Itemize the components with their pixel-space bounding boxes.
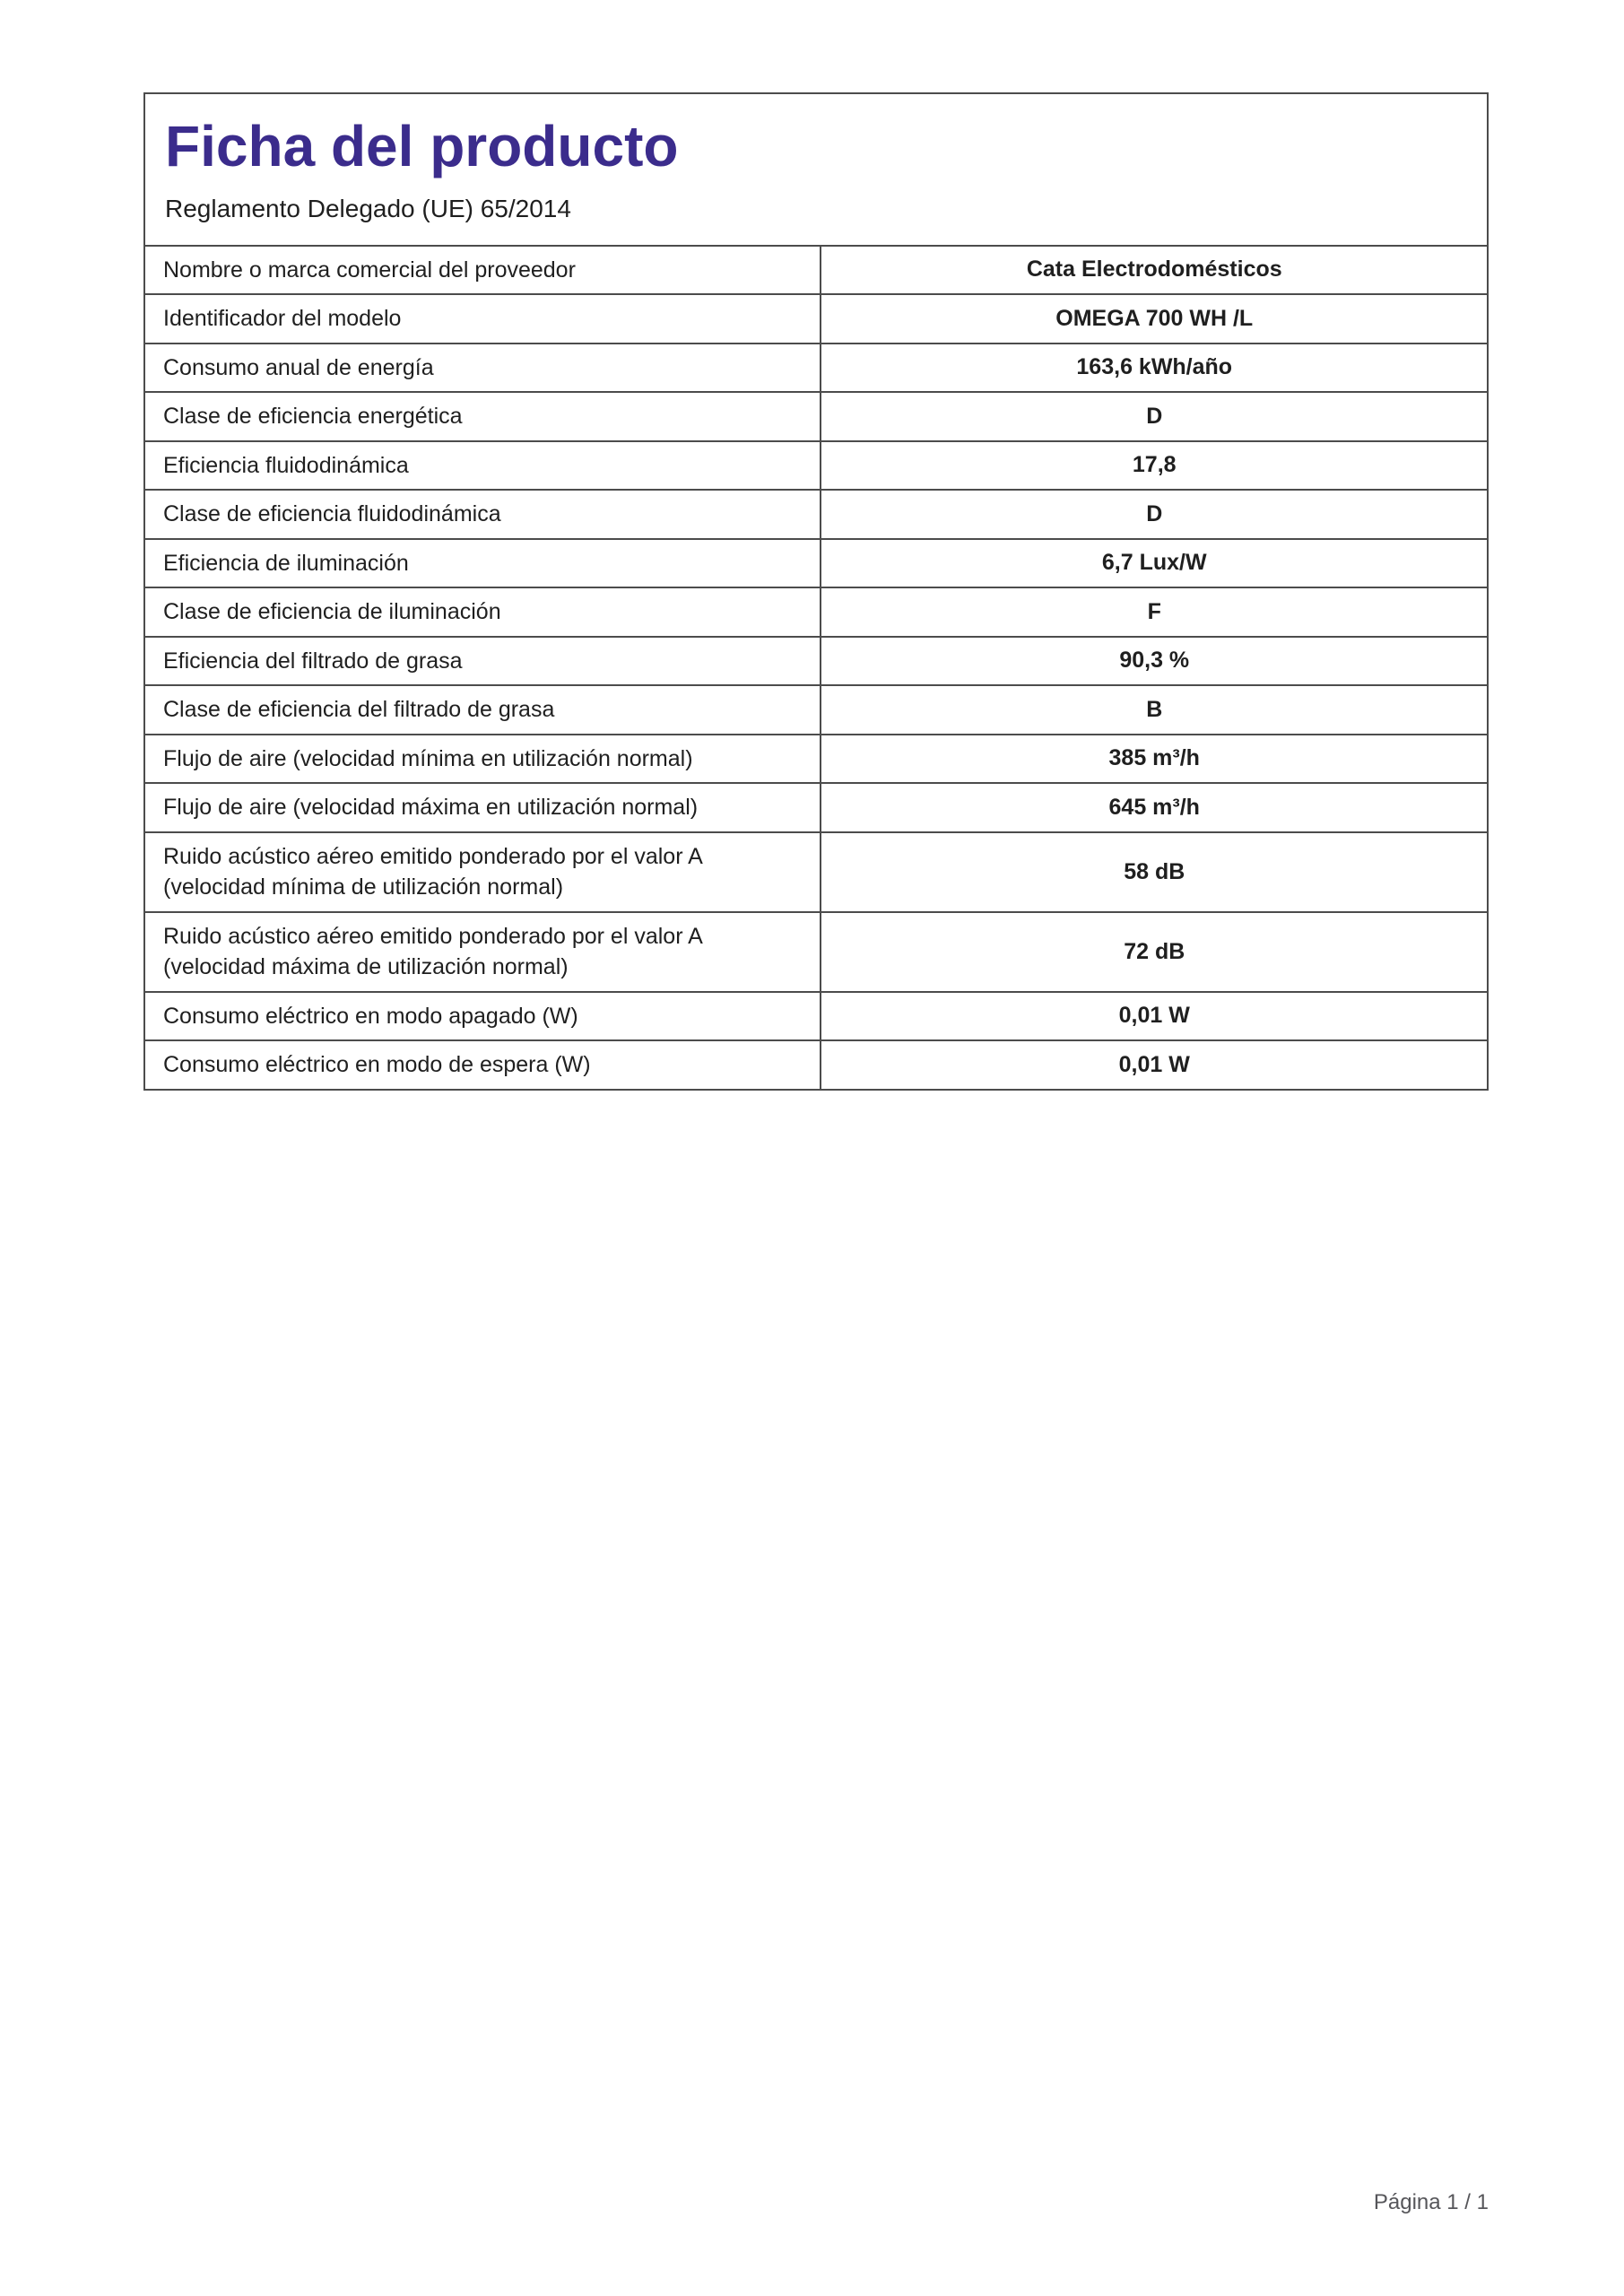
row-label: Eficiencia de iluminación (163, 550, 409, 576)
table-row (145, 782, 1487, 831)
row-label: Flujo de aire (velocidad mínima en utilización normal) (163, 745, 693, 771)
page-title: Ficha del producto (165, 114, 679, 178)
table-row (145, 636, 1487, 685)
row-label: Identificador del modelo (163, 306, 402, 332)
row-label: Ruido acústico aéreo emitido ponderado por el valor A (velocidad mínima de utilización normal) (163, 843, 702, 900)
row-value: 0,01 W (820, 1041, 1487, 1089)
row-value: 58 dB (820, 833, 1487, 911)
regulation-subtitle: Reglamento Delegado (UE) 65/2014 (165, 194, 571, 222)
table-row (145, 245, 1487, 294)
row-label: Clase de eficiencia del filtrado de grasa (163, 697, 555, 723)
row-label: Ruido acústico aéreo emitido ponderado por el valor A (velocidad máxima de utilización normal) (163, 923, 702, 980)
row-label: Consumo eléctrico en modo de espera (W) (163, 1052, 591, 1078)
row-label: Consumo eléctrico en modo apagado (W) (163, 1003, 578, 1029)
row-value: 385 m³/h (820, 735, 1487, 783)
row-value: Cata Electrodomésticos (820, 247, 1487, 294)
product-fiche (143, 92, 1489, 1091)
document-header (145, 94, 1487, 245)
row-value: 6,7 Lux/W (820, 540, 1487, 587)
row-label: Consumo anual de energía (163, 354, 434, 380)
row-value: 163,6 kWh/año (820, 344, 1487, 392)
row-value: OMEGA 700 WH /L (820, 295, 1487, 343)
table-row (145, 734, 1487, 783)
table-row (145, 991, 1487, 1040)
table-row (145, 684, 1487, 734)
row-value: F (820, 588, 1487, 636)
row-label: Eficiencia del filtrado de grasa (163, 648, 463, 674)
row-value: 645 m³/h (820, 784, 1487, 831)
row-value: 90,3 % (820, 638, 1487, 685)
row-label: Clase de eficiencia energética (163, 404, 463, 430)
table-row (145, 293, 1487, 343)
table-row (145, 911, 1487, 991)
row-label: Flujo de aire (velocidad máxima en utilización normal) (163, 795, 699, 821)
table-row (145, 831, 1487, 911)
page-number: Página 1 / 1 (1373, 2190, 1489, 2214)
row-value: D (820, 491, 1487, 538)
row-value: 17,8 (820, 442, 1487, 490)
table-row (145, 440, 1487, 490)
table-row (145, 1039, 1487, 1089)
table-row (145, 538, 1487, 587)
row-label: Eficiencia fluidodinámica (163, 452, 409, 478)
table-row (145, 587, 1487, 636)
row-value: 72 dB (820, 913, 1487, 991)
table-row (145, 343, 1487, 392)
row-value: D (820, 393, 1487, 440)
row-label: Clase de eficiencia fluidodinámica (163, 501, 501, 527)
row-label: Clase de eficiencia de iluminación (163, 599, 501, 625)
row-value: B (820, 686, 1487, 734)
table-row (145, 391, 1487, 440)
row-label: Nombre o marca comercial del proveedor (163, 257, 576, 283)
table-row (145, 489, 1487, 538)
spec-table (145, 245, 1487, 1089)
row-value: 0,01 W (820, 993, 1487, 1040)
